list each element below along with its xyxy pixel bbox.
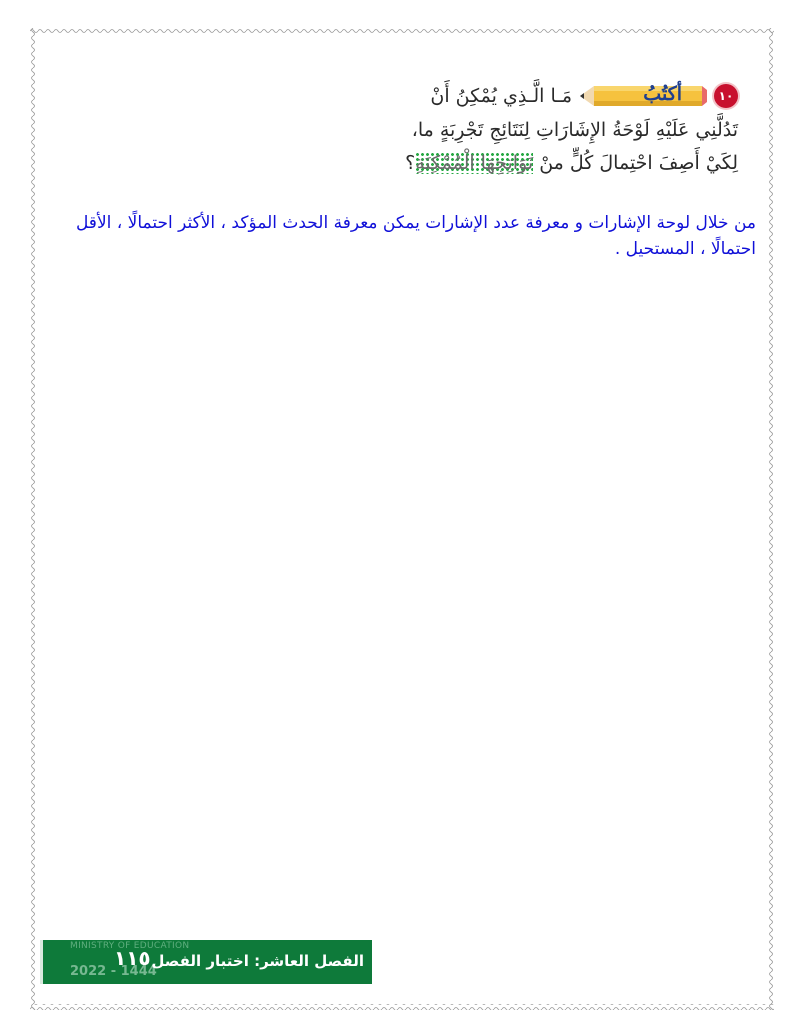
question-line-3-start: لِكَيْ أَصِفَ احْتِمالَ كُلٍّ منْ: [539, 152, 738, 174]
page-number: ١١٥: [114, 946, 151, 970]
question-line-3: [318, 147, 738, 180]
write-badge-label: أكتُبُ: [643, 83, 682, 105]
dotted-answer-term: نَوَاتِجِهَا الْمُمْكِنَةِ: [415, 152, 534, 174]
question-mark: ؟: [405, 152, 416, 174]
pencil-icon: [578, 81, 708, 111]
page-footer: [40, 940, 372, 984]
question-line-2: تَدُلَّنِي عَلَيْهِ لَوْحَةُ الإِشَارَاتِ لِنَتَائِجِ تَجْرِبَةٍ ما،: [411, 119, 738, 141]
chapter-title: الفصل العاشر: اختبار الفصل: [151, 952, 364, 970]
exercise-question: [318, 78, 738, 180]
ministry-label: MINISTRY OF EDUCATION: [70, 941, 190, 951]
answer-text: من خلال لوحة الإشارات و معرفة عدد الإشارات يمكن معرفة الحدث المؤكد ، الأكثر احتمالًا ، الأقل احتمالًا ، المستحيل .: [75, 213, 756, 259]
question-first-line: [318, 78, 738, 114]
question-line-1: مَـا الَّـذِي يُمْكِنُ أَنْ: [430, 85, 572, 107]
edition-year: 2022 - 1444: [70, 964, 157, 979]
footer-edge: [40, 940, 43, 984]
question-number: ١٠: [714, 84, 738, 108]
